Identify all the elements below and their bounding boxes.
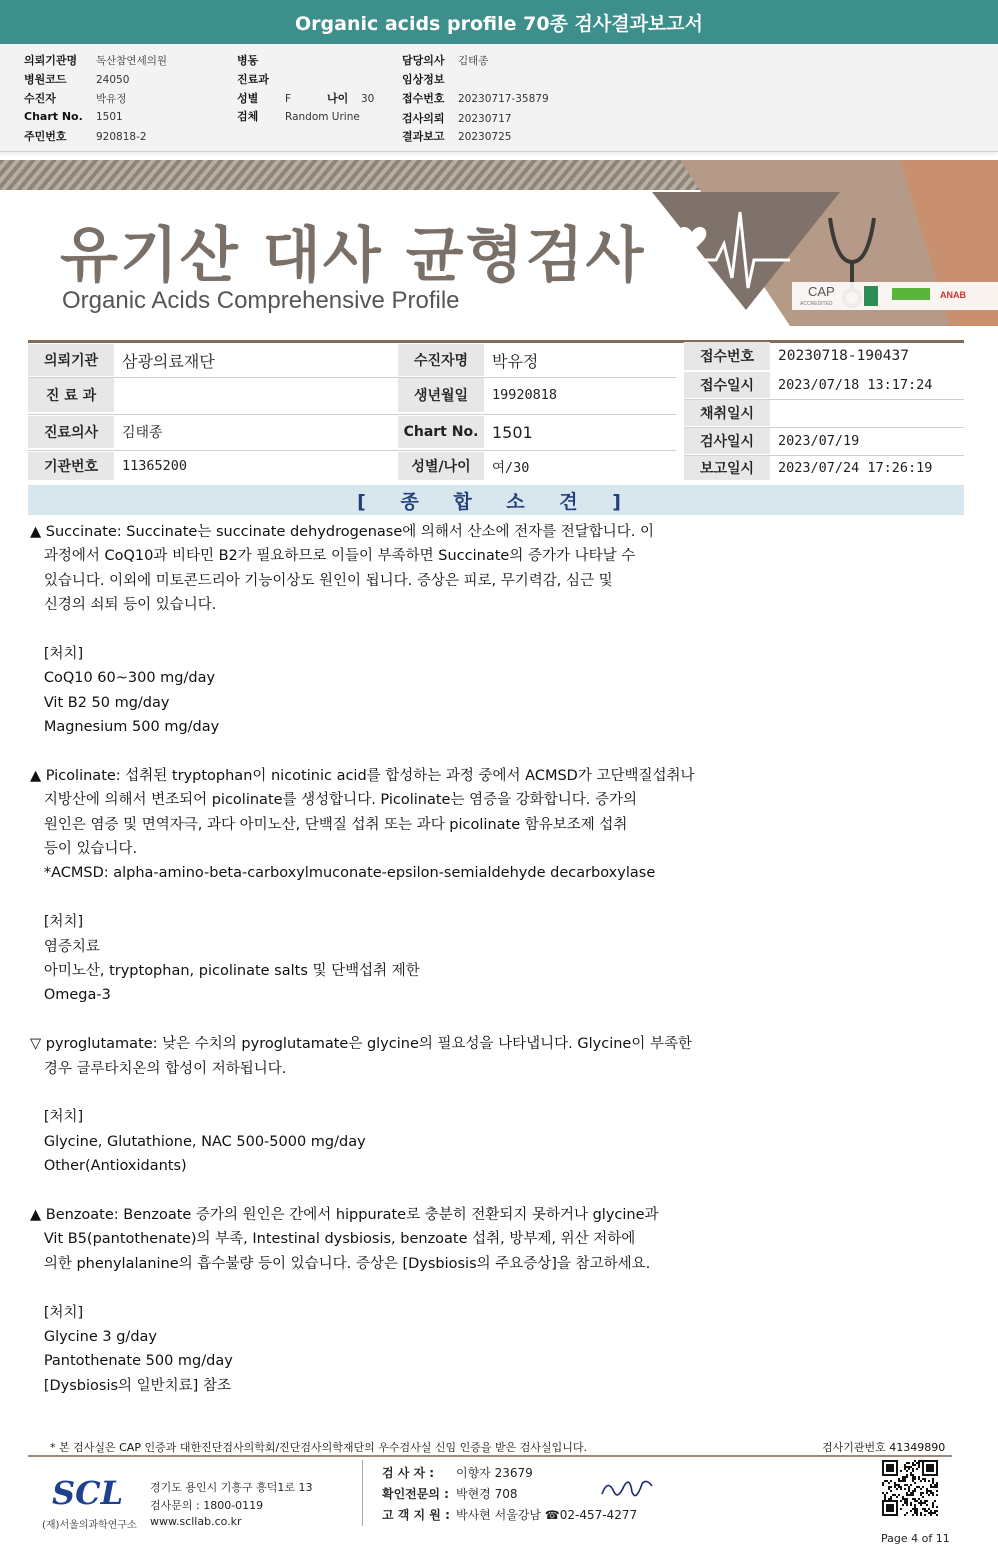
info-value: 2023/07/19 bbox=[778, 433, 860, 449]
summary-line: ▽ pyroglutamate: 낮은 수치의 pyroglutamate은 glycine의 필요성을 나타냅니다. Glycine이 부족한 bbox=[30, 1036, 692, 1053]
summary-line: [처치] bbox=[30, 645, 84, 662]
scl-institute-name: (재)서울의과학연구소 bbox=[42, 1520, 137, 1531]
header-field: 병동 bbox=[237, 54, 259, 67]
info-label: 의뢰기관 bbox=[28, 344, 114, 376]
summary-line: 아미노산, tryptophan, picolinate salts 및 단백섭취 제한 bbox=[30, 963, 420, 980]
info-value bbox=[770, 400, 964, 426]
header-field: 성별 F bbox=[237, 92, 292, 105]
info-value: 1501 bbox=[492, 422, 533, 442]
staff-row: 검 사 자 : 이향자 23679 bbox=[382, 1466, 533, 1480]
summary-line: [Dysbiosis의 일반치료] 참조 bbox=[30, 1377, 231, 1394]
info-value: 19920818 bbox=[492, 387, 558, 403]
summary-line bbox=[30, 1276, 930, 1300]
info-value: 2023/07/24 17:26:19 bbox=[778, 460, 933, 476]
address-line: www.scllab.co.kr bbox=[150, 1515, 242, 1528]
summary-line: ▲ Benzoate: Benzoate 증가의 원인은 간에서 hippurate로 충분히 전환되지 못하거나 glycine과 bbox=[30, 1206, 659, 1223]
table-rule bbox=[684, 399, 964, 400]
header-field: 임상정보 bbox=[402, 73, 445, 86]
summary-line: *ACMSD: alpha-amino-beta-carboxylmuconate-epsilon-semialdehyde decarboxylase bbox=[30, 865, 656, 882]
cap-logo: CAP bbox=[808, 284, 835, 299]
header-field: 담당의사 김태종 bbox=[402, 54, 489, 67]
summary-heading: [ 종 합 소 견 ] bbox=[28, 485, 964, 515]
info-value: 여/30 bbox=[492, 460, 530, 476]
header-field: 주민번호 920818-2 bbox=[24, 130, 147, 143]
report-info-panel bbox=[0, 44, 998, 152]
summary-line: Other(Antioxidants) bbox=[30, 1158, 187, 1175]
address-line: 경기도 용인시 기흥구 흥덕1로 13 bbox=[150, 1481, 313, 1494]
info-label: 진료의사 bbox=[28, 416, 114, 448]
summary-line: 있습니다. 이외에 미토콘드리아 기능이상도 원인이 됩니다. 증상은 피로, 무기력감, 심근 및 bbox=[30, 572, 613, 589]
table-rule bbox=[684, 427, 964, 428]
lm-logo bbox=[864, 286, 878, 306]
summary-line: 경우 글루타치온의 합성이 저하됩니다. bbox=[30, 1060, 287, 1077]
summary-line: [처치] bbox=[30, 1109, 84, 1126]
summary-line bbox=[30, 740, 930, 764]
summary-line: 염증치료 bbox=[30, 938, 100, 955]
header-field: 접수번호 20230717-35879 bbox=[402, 92, 549, 105]
staff-row: 고 객 지 원 : 박사현 서울강남 ☎02-457-4277 bbox=[382, 1508, 638, 1522]
summary-line: Magnesium 500 mg/day bbox=[30, 719, 220, 736]
summary-line: ▲ Picolinate: 섭취된 tryptophan이 nicotinic acid를 합성하는 과정 중에서 ACMSD가 고단백질섭취나 bbox=[30, 767, 695, 784]
table-rule bbox=[28, 377, 676, 378]
info-label: 접수일시 bbox=[684, 372, 770, 398]
info-label: 보고일시 bbox=[684, 456, 770, 480]
summary-line bbox=[30, 1008, 930, 1032]
summary-line: Vit B2 50 mg/day bbox=[30, 694, 170, 711]
summary-line bbox=[30, 1081, 930, 1105]
info-value: 11365200 bbox=[122, 458, 188, 474]
address-line: 검사문의 : 1800-0119 bbox=[150, 1499, 264, 1512]
table-rule bbox=[684, 455, 964, 456]
signature-image bbox=[598, 1474, 658, 1504]
certification-note: * 본 검사실은 CAP 인증과 대한진단검사의학회/진단검사의학재단의 우수검사실 신임 인증을 받은 검사실입니다. bbox=[50, 1441, 588, 1454]
header-field: 검체 Random Urine bbox=[237, 110, 360, 123]
header-field: Chart No. 1501 bbox=[24, 110, 123, 123]
info-label: 성별/나이 bbox=[398, 452, 484, 480]
info-value: 삼광의료재단 bbox=[122, 351, 215, 371]
info-value: 20230718-190437 bbox=[778, 348, 909, 364]
info-value bbox=[114, 378, 394, 412]
summary-line: Pantothenate 500 mg/day bbox=[30, 1353, 233, 1370]
summary-line: Glycine, Glutathione, NAC 500-5000 mg/day bbox=[30, 1133, 366, 1150]
info-label: 검사일시 bbox=[684, 428, 770, 454]
cap-logo-sub: ACCREDITED bbox=[800, 301, 833, 307]
info-value: 박유정 bbox=[492, 351, 539, 371]
summary-line: 의한 phenylalanine의 흡수불량 등이 있습니다. 증상은 [Dysbiosis의 주요증상]을 참고하세요. bbox=[30, 1255, 651, 1272]
qr-code-icon bbox=[882, 1460, 938, 1516]
banner-stripe bbox=[0, 160, 700, 190]
header-field: 수진자 박유정 bbox=[24, 92, 127, 105]
header-field: 의뢰기관명 독산참연세의원 bbox=[24, 54, 168, 67]
summary-line: Vit B5(pantothenate)의 부족, Intestinal dysbiosis, benzoate 섭취, 방부제, 위산 저하에 bbox=[30, 1231, 636, 1248]
info-label: 수진자명 bbox=[398, 344, 484, 376]
footer-divider bbox=[28, 1455, 952, 1457]
page-number: Page 4 of 11 bbox=[881, 1532, 950, 1545]
summary-line: [처치] bbox=[30, 1304, 84, 1321]
header-field: 나이 30 bbox=[327, 92, 375, 105]
summary-line: 지방산에 의해서 변조되어 picolinate를 생성합니다. Picolinate는 염증을 강화합니다. 증가의 bbox=[30, 792, 637, 809]
summary-line: ▲ Succinate: Succinate는 succinate dehydrogenase에 의해서 산소에 전자를 전달합니다. 이 bbox=[30, 524, 655, 540]
banner-title: 유기산 대사 균형검사 bbox=[60, 221, 646, 291]
info-label: Chart No. bbox=[398, 416, 484, 448]
table-rule bbox=[28, 414, 676, 415]
banner-artwork bbox=[640, 160, 998, 326]
table-rule bbox=[28, 450, 676, 451]
info-label: 진 료 과 bbox=[28, 378, 114, 412]
banner-subtitle: Organic Acids Comprehensive Profile bbox=[62, 287, 460, 314]
kla-logo bbox=[892, 288, 930, 300]
report-title: Organic acids profile 70종 검사결과보고서 bbox=[0, 0, 998, 44]
summary-content bbox=[30, 520, 930, 1398]
registration-number: 검사기관번호 41349890 bbox=[822, 1441, 946, 1454]
summary-line: [처치] bbox=[30, 914, 84, 931]
header-field: 병원코드 24050 bbox=[24, 73, 130, 86]
scl-logo: SCL bbox=[52, 1474, 124, 1512]
summary-line bbox=[30, 1179, 930, 1203]
summary-line: CoQ10 60~300 mg/day bbox=[30, 670, 216, 687]
staff-row: 확인전문의 : 박현경 708 bbox=[382, 1487, 518, 1501]
summary-line: Glycine 3 g/day bbox=[30, 1328, 157, 1345]
footer-column-divider bbox=[362, 1460, 363, 1526]
summary-line: 등이 있습니다. bbox=[30, 841, 138, 858]
info-label: 채취일시 bbox=[684, 400, 770, 426]
header-field: 진료과 bbox=[237, 73, 269, 86]
header-field: 결과보고 20230725 bbox=[402, 130, 512, 143]
info-label: 생년월일 bbox=[398, 378, 484, 412]
info-value: 2023/07/18 13:17:24 bbox=[778, 377, 933, 393]
summary-line: 원인은 염증 및 면역자극, 과다 아미노산, 단백질 섭취 또는 과다 picolinate 함유보조제 섭취 bbox=[30, 816, 628, 833]
summary-line bbox=[30, 886, 930, 910]
anab-logo: ANAB bbox=[940, 290, 966, 300]
info-label: 접수번호 bbox=[684, 342, 770, 370]
summary-line bbox=[30, 618, 930, 642]
summary-line: Omega-3 bbox=[30, 987, 111, 1004]
info-label: 기관번호 bbox=[28, 452, 114, 480]
summary-line: 신경의 쇠퇴 등이 있습니다. bbox=[30, 597, 217, 614]
info-value: 김태종 bbox=[122, 425, 163, 441]
header-field: 검사의뢰 20230717 bbox=[402, 112, 512, 125]
summary-line: 과정에서 CoQ10과 비타민 B2가 필요하므로 이들이 부족하면 Succinate의 증가가 나타날 수 bbox=[30, 548, 636, 565]
